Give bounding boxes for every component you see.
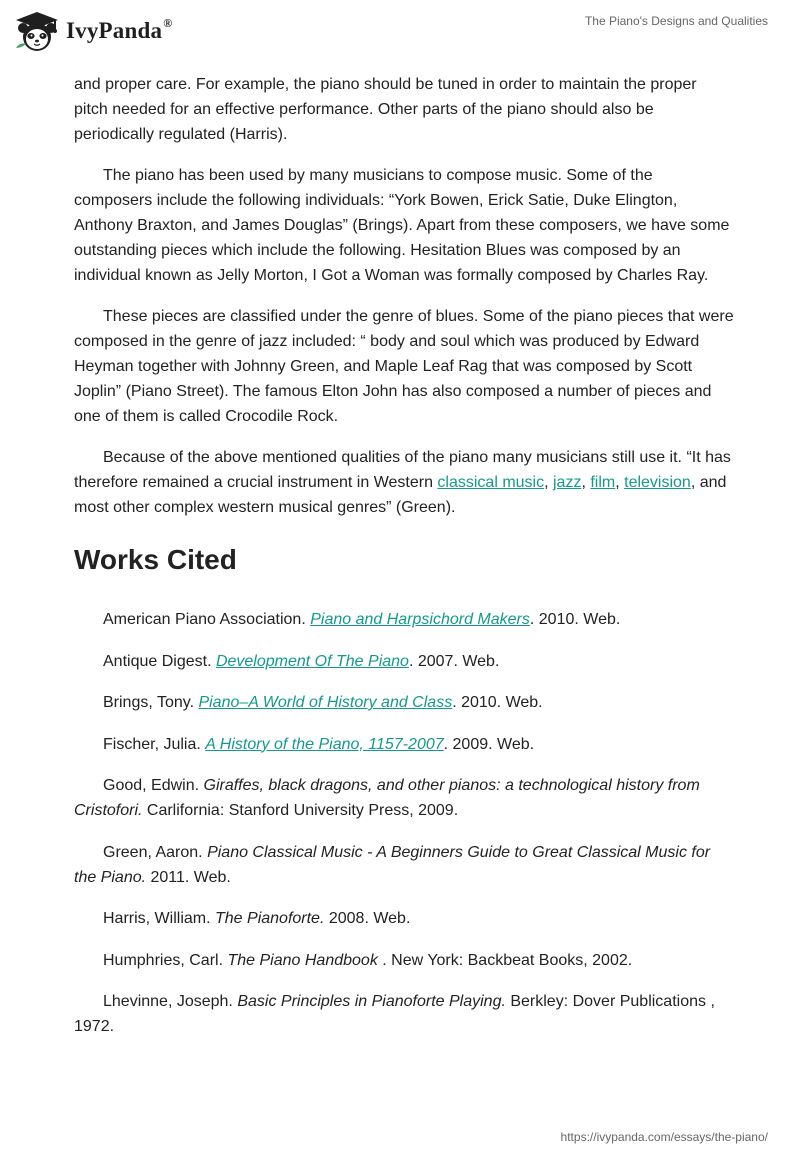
ivypanda-logo[interactable] <box>14 8 172 54</box>
paragraph: Because of the above mentioned qualities of the piano many musicians still use it. “It has therefore remained a crucial instrument in Western classical music, jazz, film, television, and most other complex western musical genres” (Green). <box>74 449 731 516</box>
citation: American Piano Association. Piano and Harpsichord Makers. 2010. Web. <box>103 611 621 628</box>
citation: Lhevinne, Joseph. Basic Principles in Pianoforte Playing. Berkley: Dover Publications , 1972. <box>74 993 715 1035</box>
works-cited-heading: Works Cited <box>74 544 237 575</box>
citation: Fischer, Julia. A History of the Piano, 1157-2007. 2009. Web. <box>103 735 535 753</box>
document-title: The Piano's Designs and Qualities <box>584 14 768 28</box>
citation-link[interactable]: Piano and Harpsichord Makers <box>310 611 530 628</box>
panda-graduate-icon <box>14 8 60 54</box>
television-link[interactable]: television <box>624 474 691 491</box>
citation: Antique Digest. Development Of The Piano. 2007. Web. <box>103 652 500 670</box>
film-link[interactable]: film <box>590 474 616 491</box>
citation: Good, Edwin. Giraffes, black dragons, and other pianos: a technological history from Cristofori. Carlifornia: Stanford University Press, 2009. <box>74 777 700 819</box>
citation: Brings, Tony. Piano–A World of History and Class. 2010. Web. <box>103 694 543 711</box>
citation: Humphries, Carl. The Piano Handbook . New York: Backbeat Books, 2002. <box>103 951 633 969</box>
citation-link[interactable]: A History of the Piano, 1157-2007 <box>205 735 444 753</box>
paragraph: The piano has been used by many musicians to compose music. Some of the composers include the following individuals: “York Bowen, Erick Satie, Duke Elington, Anthony Braxton, and James Douglas” (Brings). Apart from these composers, we have some outstanding pieces which include the following. Hesitation Blues was composed by an individual known as Jelly Morton, I Got a Woman was formally composed by Charles Ray. <box>74 167 730 284</box>
classical-music-link[interactable]: classical music <box>437 474 545 491</box>
paragraph: These pieces are classified under the genre of blues. Some of the piano pieces that were composed in the genre of jazz included: “ body and soul which was produced by Edward Heyman together with Johnny Green, and Maple Leaf Rag that was composed by Scott Joplin” (Piano Street). The famous Elton John has also composed a number of pieces and one of them is called Crocodile Rock. <box>74 308 734 425</box>
source-url: https://ivypanda.com/essays/the-piano/ <box>560 1130 768 1144</box>
citation: Green, Aaron. Piano Classical Music - A Beginners Guide to Great Classical Music for the Piano. 2011. Web. <box>74 843 711 886</box>
brand-name: IvyPanda® <box>66 16 173 43</box>
paragraph: and proper care. For example, the piano should be tuned in order to maintain the proper pitch needed for an effective performance. Other parts of the piano should also be periodically regulated (Harris). <box>74 76 697 143</box>
citation-link[interactable]: Piano–A World of History and Class <box>198 694 453 711</box>
page-header <box>0 0 800 72</box>
citation: Harris, William. The Pianoforte. 2008. Web. <box>103 910 411 927</box>
jazz-link[interactable]: jazz <box>553 474 582 491</box>
citation-link[interactable]: Development Of The Piano <box>215 652 409 670</box>
essay-content <box>74 72 734 1056</box>
works-cited-list <box>74 607 734 1039</box>
